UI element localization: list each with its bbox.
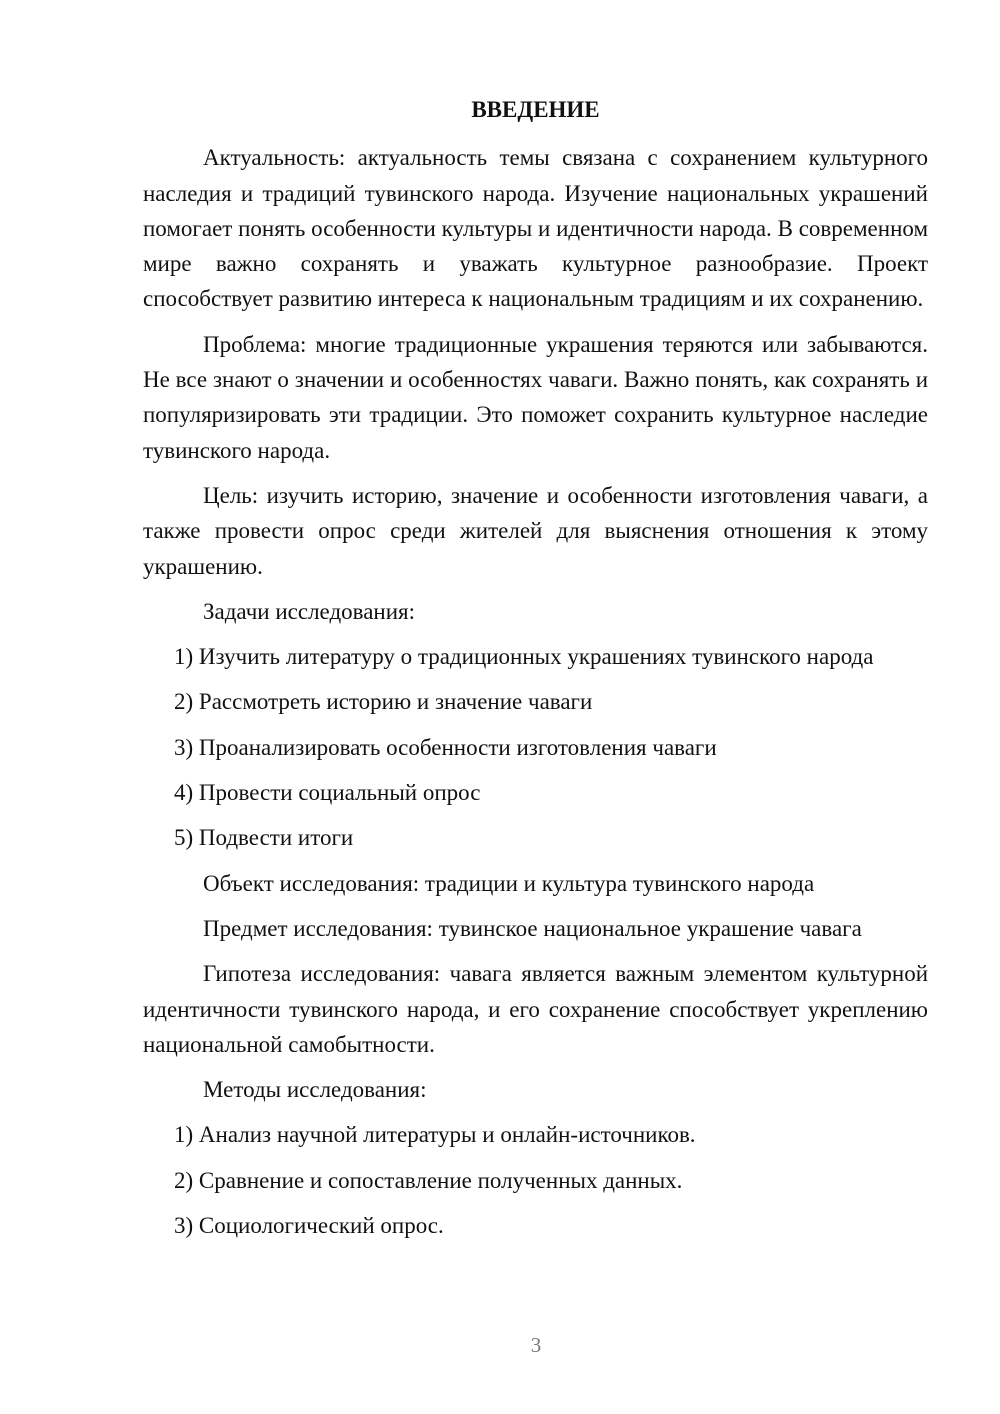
task-item-4: 4) Провести социальный опрос: [174, 780, 481, 806]
page-content: [143, 92, 928, 1253]
paragraph-relevance: Актуальность: актуальность темы связана с сохранением культурного наследия и традиций тувинского народа. Изучение национальных украшений помогает понять особенности культуры и идентичности народа. В современном мире важно сохранять и уважать культурное разнообразие. Проект способствует развитию интереса к национальным традициям и их сохранению.: [143, 145, 928, 312]
paragraph-problem: Проблема: многие традиционные украшения теряются или забываются. Не все знают о значении и особенностях чаваги. Важно понять, как сохранять и популяризировать эти традиции. Это поможет сохранить культурное наследие тувинского народа.: [143, 331, 928, 463]
paragraph-subject: Предмет исследования: тувинское национальное украшение чавага: [203, 915, 862, 941]
section-title: ВВЕДЕНИЕ: [471, 97, 600, 122]
task-item-3: 3) Проанализировать особенности изготовления чаваги: [174, 734, 717, 760]
method-item-2: 2) Сравнение и сопоставление полученных данных.: [174, 1167, 683, 1193]
methods-heading: Методы исследования:: [203, 1077, 427, 1103]
paragraph-goal: Цель: изучить историю, значение и особенности изготовления чаваги, а также провести опрос среди жителей для выяснения отношения к этому украшению.: [143, 482, 928, 579]
method-item-1: 1) Анализ научной литературы и онлайн-источников.: [174, 1122, 696, 1148]
tasks-heading: Задачи исследования:: [203, 598, 416, 624]
method-item-3: 3) Социологический опрос.: [174, 1213, 444, 1239]
paragraph-object: Объект исследования: традиции и культура тувинского народа: [203, 870, 815, 896]
paragraph-hypothesis: Гипотеза исследования: чавага является важным элементом культурной идентичности тувинского народа, и его сохранение способствует укреплению национальной самобытности.: [143, 961, 928, 1057]
task-item-2: 2) Рассмотреть историю и значение чаваги: [174, 689, 593, 715]
page-number: 3: [530, 1333, 542, 1357]
task-item-1: 1) Изучить литературу о традиционных украшениях тувинского народа: [174, 644, 874, 670]
task-item-5: 5) Подвести итоги: [174, 825, 354, 851]
